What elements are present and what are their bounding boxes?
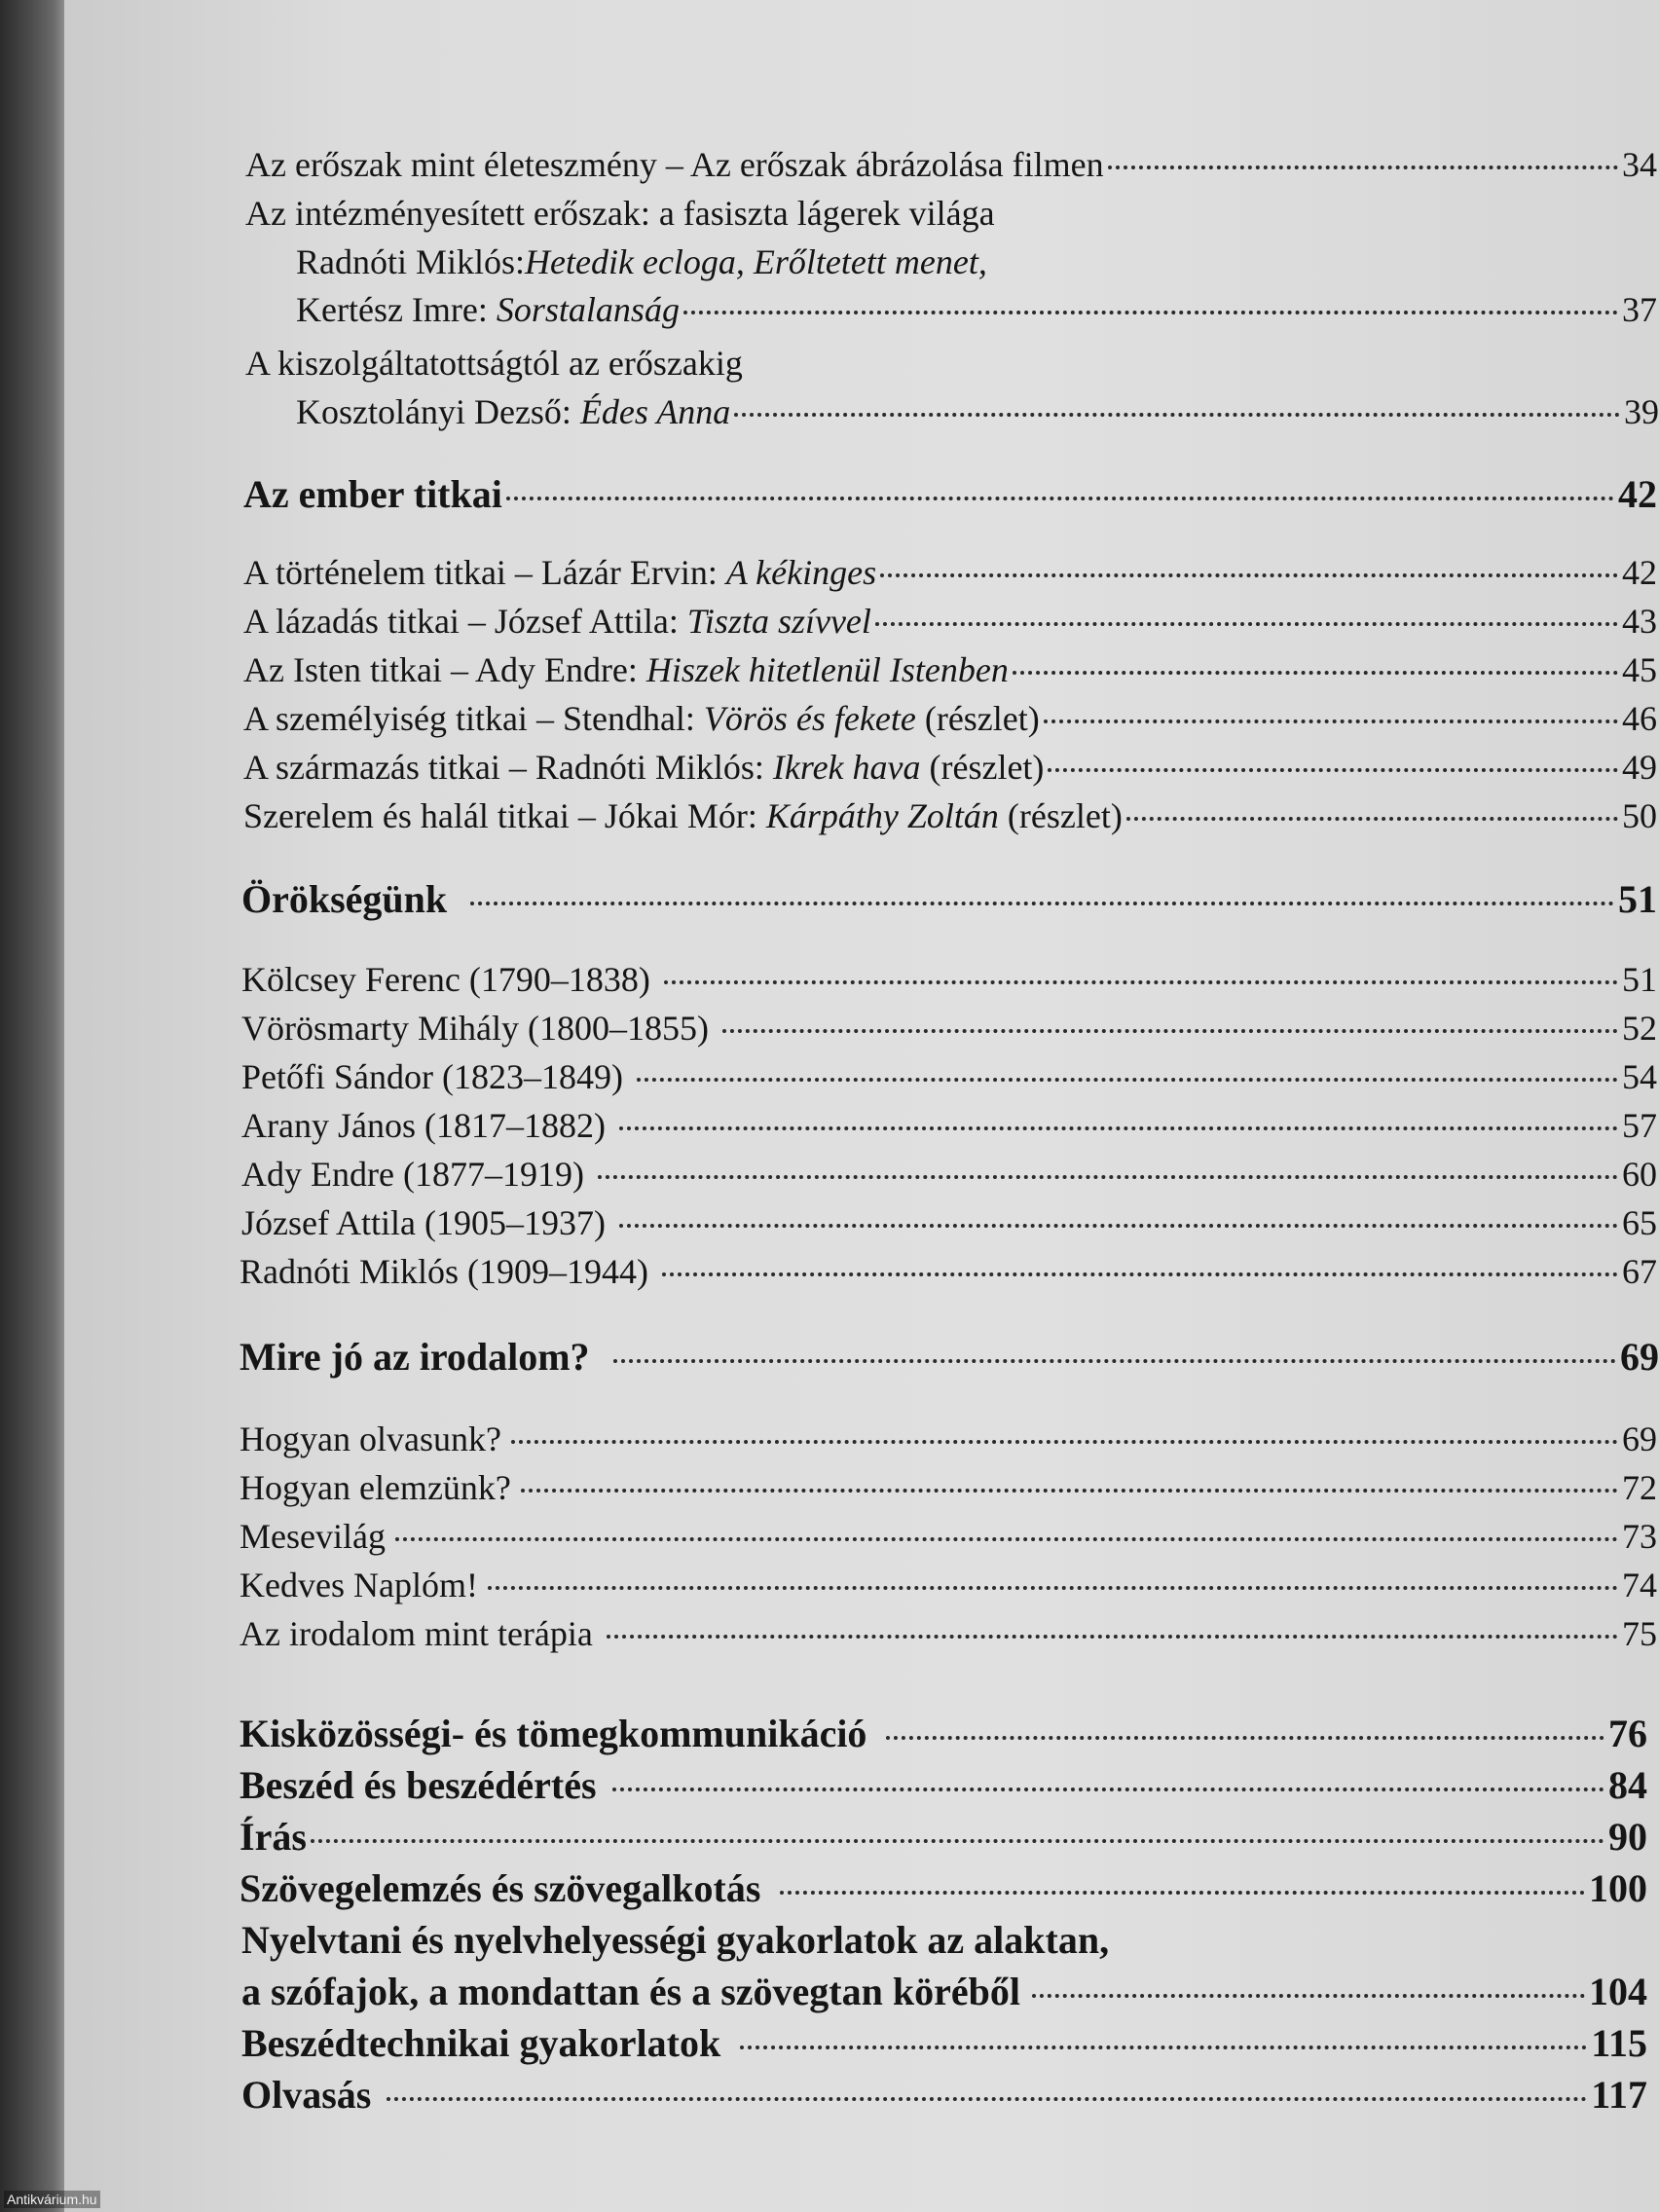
page-number: 75 bbox=[1622, 1614, 1657, 1653]
page-number: 69 bbox=[1620, 1335, 1659, 1379]
dot-leader bbox=[880, 573, 1618, 577]
section-heading: Szövegelemzés és szövegalkotás 100 bbox=[240, 1866, 1647, 1910]
dot-leader bbox=[780, 1891, 1585, 1895]
toc-entry: József Attila (1905–1937) 65 bbox=[241, 1203, 1657, 1242]
dot-leader bbox=[311, 1839, 1604, 1843]
toc-entry: A lázadás titkai – József Attila: Tiszta szívvel 43 bbox=[243, 602, 1657, 641]
section-heading: Olvasás 117 bbox=[241, 2073, 1647, 2117]
dot-leader bbox=[387, 2097, 1587, 2101]
dot-leader bbox=[722, 1029, 1618, 1033]
dot-leader bbox=[683, 311, 1618, 314]
toc-entry-continuation: Radnóti Miklós: Hetedik ecloga, Erőltetett menet, bbox=[296, 242, 987, 281]
page-number: 117 bbox=[1591, 2073, 1647, 2117]
book-page bbox=[64, 0, 1659, 2212]
toc-entry: Kertész Imre: Sorstalanság 37 bbox=[296, 290, 1657, 329]
page-number: 51 bbox=[1622, 960, 1657, 999]
page-number: 54 bbox=[1622, 1057, 1657, 1096]
toc-entry: Kölcsey Ferenc (1790–1838) 51 bbox=[241, 960, 1657, 999]
page-number: 39 bbox=[1624, 392, 1659, 431]
page-number: 104 bbox=[1589, 1970, 1647, 2013]
page-number: 45 bbox=[1622, 650, 1657, 689]
dot-leader bbox=[506, 497, 1614, 500]
section-heading: a szófajok, a mondattan és a szövegtan köréből 104 bbox=[241, 1970, 1647, 2013]
toc-entry: Arany János (1817–1882) 57 bbox=[241, 1106, 1657, 1145]
section-heading: Örökségünk 51 bbox=[241, 877, 1657, 921]
page-number: 74 bbox=[1622, 1566, 1657, 1604]
page-number: 100 bbox=[1589, 1866, 1647, 1910]
toc-entry: A történelem titkai – Lázár Ervin: A kékinges 42 bbox=[243, 553, 1657, 592]
dot-leader bbox=[1032, 1994, 1585, 1998]
dot-leader bbox=[886, 1736, 1604, 1740]
toc-entry: Hogyan olvasunk? 69 bbox=[240, 1419, 1657, 1458]
dot-leader bbox=[1126, 817, 1618, 821]
dot-leader bbox=[613, 1359, 1616, 1363]
section-heading-line: Nyelvtani és nyelvhelyességi gyakorlatok az alaktan, bbox=[241, 1918, 1110, 1962]
page-number: 42 bbox=[1622, 553, 1657, 592]
page-number: 43 bbox=[1622, 602, 1657, 641]
dot-leader bbox=[619, 1224, 1618, 1228]
toc-entry: Mesevilág 73 bbox=[240, 1517, 1657, 1556]
page-number: 76 bbox=[1608, 1712, 1647, 1755]
section-heading: Mire jó az irodalom? 69 bbox=[240, 1335, 1659, 1379]
page-number: 57 bbox=[1622, 1106, 1657, 1145]
page-number: 69 bbox=[1622, 1419, 1657, 1458]
toc-entry: Az erőszak mint életeszmény – Az erőszak ábrázolása filmen 34 bbox=[245, 145, 1657, 184]
dot-leader bbox=[637, 1078, 1618, 1082]
dot-leader bbox=[664, 980, 1618, 984]
page-number: 84 bbox=[1608, 1763, 1647, 1807]
page-number: 60 bbox=[1622, 1155, 1657, 1194]
toc-entry: Szerelem és halál titkai – Jókai Mór: Kárpáthy Zoltán (részlet) 50 bbox=[243, 796, 1657, 835]
toc-entry: Ady Endre (1877–1919) 60 bbox=[241, 1155, 1657, 1194]
dot-leader bbox=[740, 2046, 1587, 2049]
page-number: 73 bbox=[1622, 1517, 1657, 1556]
book-spine-shadow bbox=[0, 0, 64, 2212]
dot-leader bbox=[875, 622, 1618, 626]
section-heading: Beszédtechnikai gyakorlatok 115 bbox=[241, 2021, 1647, 2065]
dot-leader bbox=[1013, 671, 1618, 675]
page-number: 37 bbox=[1622, 290, 1657, 329]
section-heading: Írás 90 bbox=[240, 1815, 1647, 1859]
toc-entry-heading: Az intézményesített erőszak: a fasiszta lágerek világa bbox=[245, 194, 995, 233]
dot-leader bbox=[662, 1272, 1618, 1276]
page-number: 67 bbox=[1622, 1252, 1657, 1291]
dot-leader bbox=[488, 1586, 1618, 1590]
toc-entry-heading: A kiszolgáltatottságtól az erőszakig bbox=[245, 344, 743, 383]
page-number: 65 bbox=[1622, 1203, 1657, 1242]
toc-entry: Kosztolányi Dezső: Édes Anna 39 bbox=[296, 392, 1659, 431]
page-number: 115 bbox=[1591, 2021, 1647, 2065]
toc-entry: A személyiség titkai – Stendhal: Vörös és fekete (részlet) 46 bbox=[243, 699, 1657, 738]
page-number: 49 bbox=[1622, 748, 1657, 787]
toc-entry: Vörösmarty Mihály (1800–1855) 52 bbox=[241, 1009, 1657, 1048]
dot-leader bbox=[1048, 768, 1618, 772]
page-number: 51 bbox=[1618, 877, 1657, 921]
page-number: 52 bbox=[1622, 1009, 1657, 1048]
dot-leader bbox=[470, 902, 1614, 905]
toc-entry: A származás titkai – Radnóti Miklós: Ikrek hava (részlet) 49 bbox=[243, 748, 1657, 787]
toc-entry: Radnóti Miklós (1909–1944) 67 bbox=[240, 1252, 1657, 1291]
toc-entry: Az Isten titkai – Ady Endre: Hiszek hitetlenül Istenben 45 bbox=[243, 650, 1657, 689]
section-heading: Az ember titkai 42 bbox=[243, 472, 1657, 516]
toc-entry: Kedves Naplóm! 74 bbox=[240, 1566, 1657, 1604]
page-number: 46 bbox=[1622, 699, 1657, 738]
toc-entry: Az irodalom mint terápia 75 bbox=[240, 1614, 1657, 1653]
site-watermark: Antikvárium.hu bbox=[4, 2191, 100, 2208]
page-number: 90 bbox=[1608, 1815, 1647, 1859]
page-number: 72 bbox=[1622, 1468, 1657, 1507]
dot-leader bbox=[612, 1788, 1604, 1791]
page-number: 34 bbox=[1622, 145, 1657, 184]
dot-leader bbox=[607, 1635, 1618, 1639]
toc-entry: Hogyan elemzünk? 72 bbox=[240, 1468, 1657, 1507]
page-number: 50 bbox=[1622, 796, 1657, 835]
toc-entry: Petőfi Sándor (1823–1849) 54 bbox=[241, 1057, 1657, 1096]
section-heading: Kisközösségi- és tömegkommunikáció 76 bbox=[240, 1712, 1647, 1755]
section-heading: Beszéd és beszédértés 84 bbox=[240, 1763, 1647, 1807]
dot-leader bbox=[619, 1126, 1618, 1130]
dot-leader bbox=[511, 1440, 1618, 1444]
dot-leader bbox=[395, 1537, 1618, 1541]
page-number: 42 bbox=[1618, 472, 1657, 516]
dot-leader bbox=[521, 1489, 1618, 1493]
dot-leader bbox=[598, 1175, 1618, 1179]
dot-leader bbox=[1108, 166, 1618, 169]
dot-leader bbox=[1044, 719, 1618, 723]
dot-leader bbox=[734, 413, 1620, 417]
table-of-contents bbox=[64, 0, 1659, 2212]
